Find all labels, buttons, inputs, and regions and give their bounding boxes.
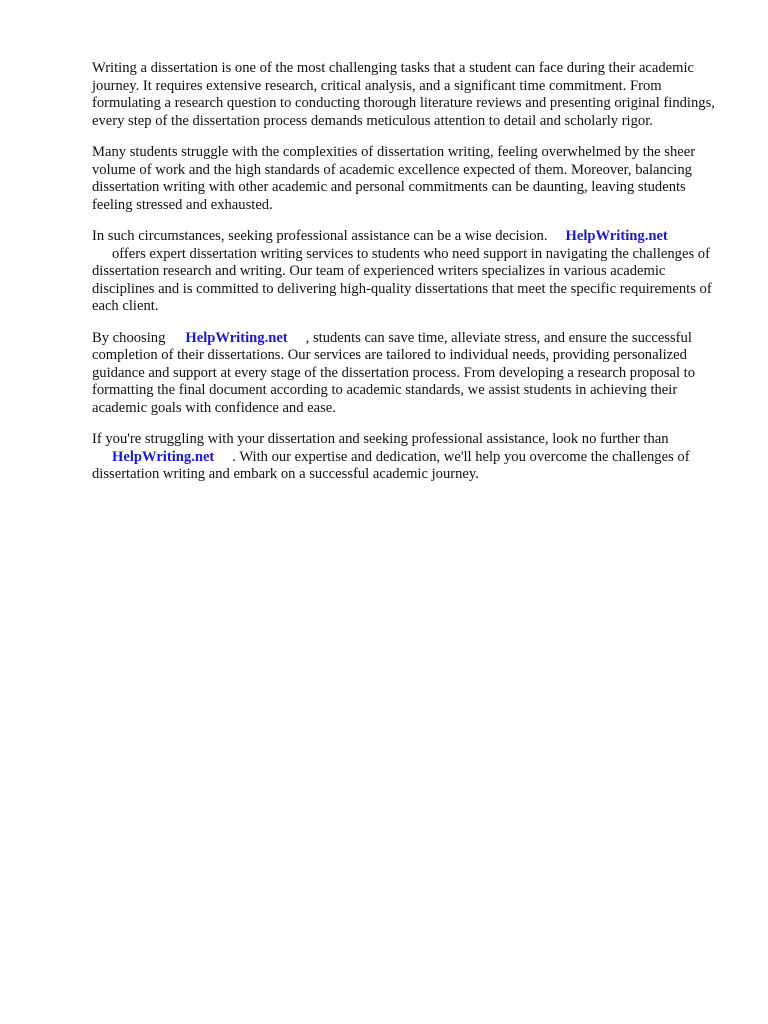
document-page xyxy=(92,60,724,498)
paragraph-closing-lead: If you're struggling with your dissertation and seeking professional assistance, look no further than xyxy=(92,431,669,447)
paragraph-assistance-rest: offers expert dissertation writing services to students who need support in navigating the challenges of dissertation research and writing. Our team of experienced writers specializes in various academic disciplines and is committed to delivering high-quality dissertations that meet the specific requirements of each client. xyxy=(92,245,712,314)
paragraph-closing-rest: . With our expertise and dedication, we'll help you overcome the challenges of dissertation writing and embark on a successful academic journey. xyxy=(92,448,690,482)
paragraph-intro: Writing a dissertation is one of the most challenging tasks that a student can face during their academic journey. It requires extensive research, critical analysis, and a significant time commitment. From formulating a research question to conducting thorough literature reviews and presenting original findings, every step of the dissertation process demands meticulous attention to detail and scholarly rigor. xyxy=(92,60,715,129)
helpwriting-link[interactable]: HelpWriting.net xyxy=(112,448,215,465)
paragraph-choosing xyxy=(92,330,724,418)
helpwriting-link[interactable]: HelpWriting.net xyxy=(185,329,288,346)
paragraph-struggles: Many students struggle with the complexities of dissertation writing, feeling overwhelmed by the sheer volume of work and the high standards of academic excellence expected of them. Moreover, balancing dissertation writing with other academic and personal commitments can be daunting, leaving students feeling stressed and exhausted. xyxy=(92,144,696,213)
paragraph-assistance xyxy=(92,228,724,316)
paragraph-choosing-rest: , students can save time, alleviate stress, and ensure the successful completion of their dissertations. Our services are tailored to individual needs, providing personalized guidance and support at every stage of the dissertation process. From developing a research proposal to formatting the final document according to academic standards, we assist students in achieving their academic goals with confidence and ease. xyxy=(92,329,696,416)
paragraph-closing xyxy=(92,431,724,484)
paragraph-assistance-lead: In such circumstances, seeking professional assistance can be a wise decision. xyxy=(92,228,548,244)
paragraph-choosing-lead: By choosing xyxy=(92,329,166,346)
helpwriting-link[interactable]: HelpWriting.net xyxy=(565,228,668,244)
